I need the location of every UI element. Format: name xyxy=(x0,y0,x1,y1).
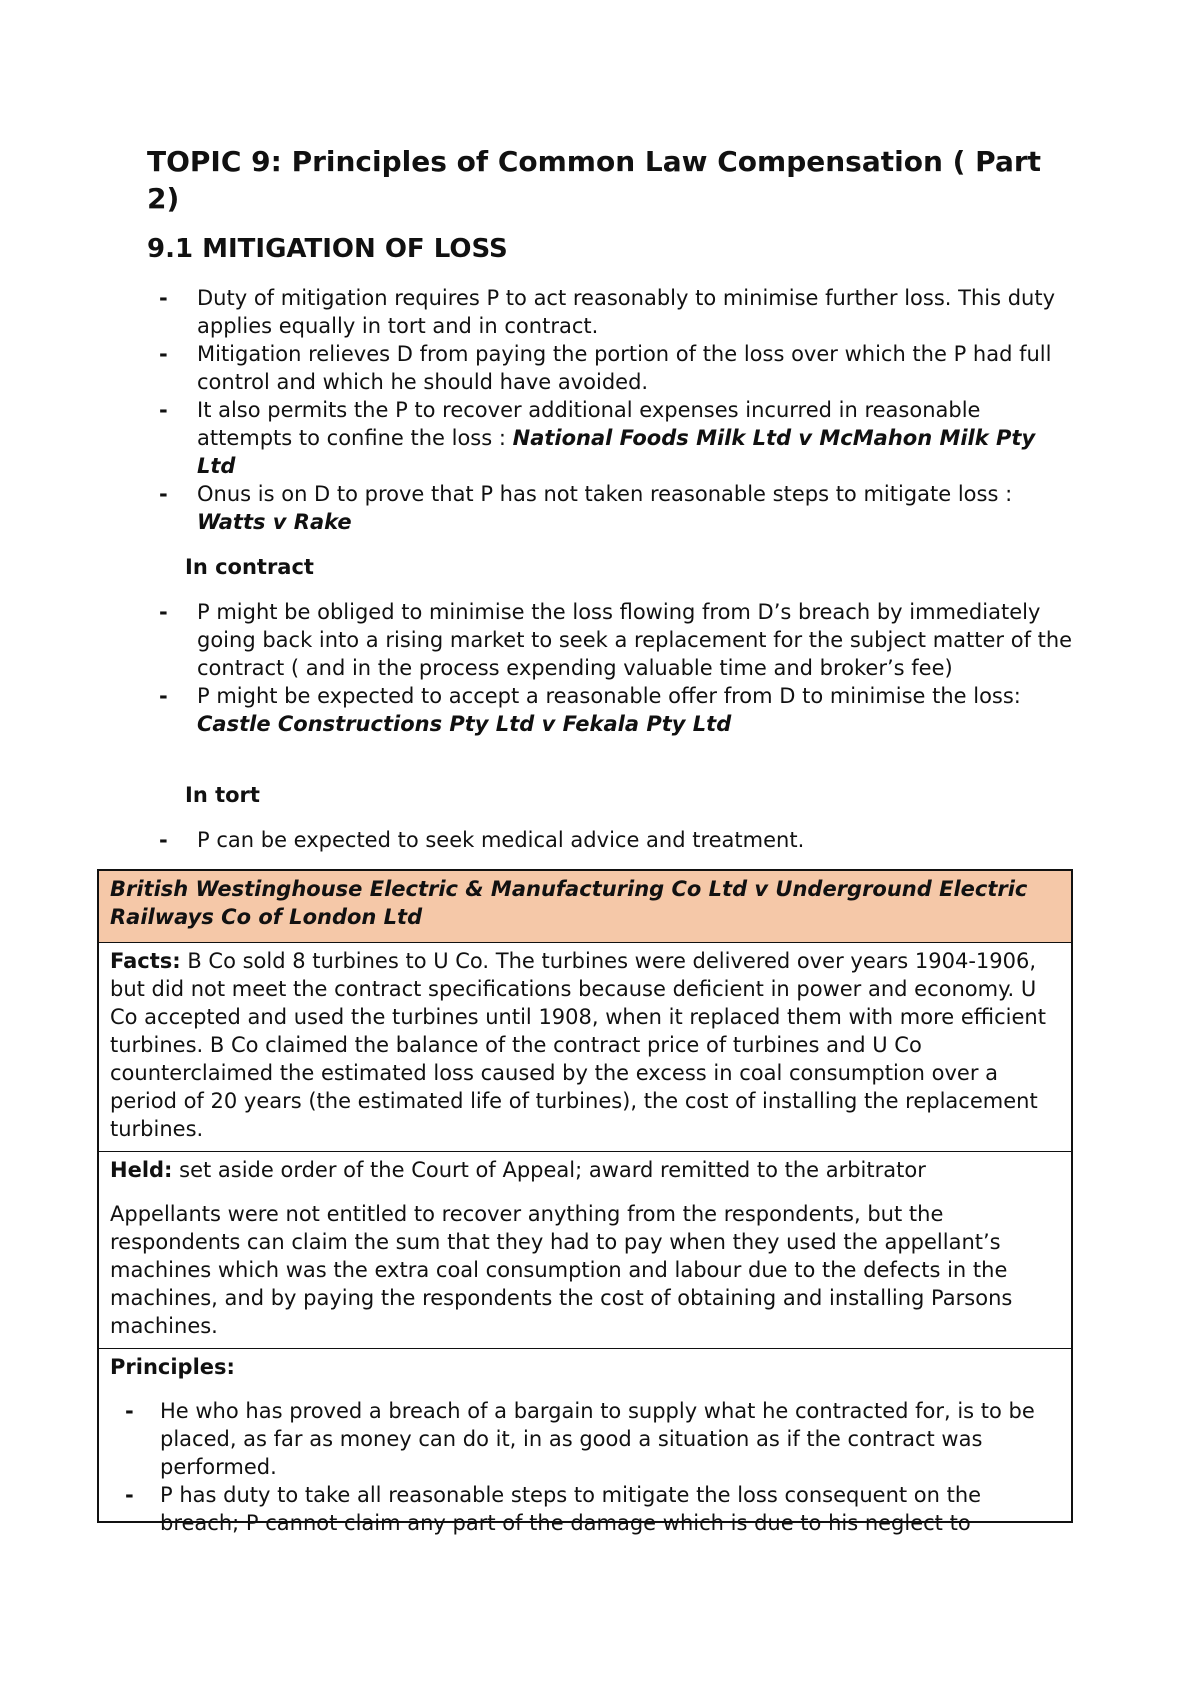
contract-points xyxy=(147,598,1077,738)
page-title: TOPIC 9: Principles of Common Law Compensation ( Part 2) xyxy=(147,145,1042,215)
dash-bullet: - xyxy=(159,482,168,506)
list-item: - P can be expected to seek medical advice and treatment. xyxy=(159,828,805,852)
held-detail: Appellants were not entitled to recover anything from the respondents, but the respondents can claim the sum that they had to pay when they used the appellant’s machines which was the extra coal consumption and labour due to the defects in the machines, and by paying the respondents the cost of obtaining and installing Parsons machines. xyxy=(110,1202,1013,1338)
facts-label: Facts: xyxy=(110,949,181,973)
held-cell xyxy=(99,1152,1071,1349)
dash-bullet: - xyxy=(125,1483,134,1507)
principles-cell xyxy=(99,1349,1071,1535)
principles-label: Principles: xyxy=(110,1355,235,1379)
case-name: British Westinghouse Electric & Manufacturing Co Ltd v Underground Electric Railways Co of London Ltd xyxy=(110,877,1028,929)
dash-bullet: - xyxy=(125,1399,134,1423)
dash-bullet: - xyxy=(159,828,168,852)
list-item: - Mitigation relieves D from paying the portion of the loss over which the P had full control and which he should have avoided. xyxy=(159,342,1052,394)
list-item: - P has duty to take all reasonable steps to mitigate the loss consequent on the breach; P cannot claim any part of the damage which is due to his neglect to xyxy=(125,1483,982,1535)
facts-cell xyxy=(99,943,1071,1152)
case-citation: National Foods Milk Ltd v McMahon Milk Pty Ltd xyxy=(197,426,1036,478)
tort-points xyxy=(147,826,1077,854)
principles-list xyxy=(110,1397,1061,1537)
held-label: Held: xyxy=(110,1158,173,1182)
facts-text: B Co sold 8 turbines to U Co. The turbines were delivered over years 1904-1906, but did not meet the contract specifications because deficient in power and economy. U Co accepted and used the turbines until 1908, when it replaced them with more efficient turbines. B Co claimed the balance of the contract price of turbines and U Co counterclaimed the estimated loss caused by the excess in coal consumption over a period of 20 years (the estimated life of turbines), the cost of installing the replacement turbines. xyxy=(110,949,1046,1141)
list-item: - He who has proved a breach of a bargain to supply what he contracted for, is to be placed, as far as money can do it, in as good a situation as if the contract was performed. xyxy=(125,1399,1035,1479)
dash-bullet: - xyxy=(159,600,168,624)
case-citation: Castle Constructions Pty Ltd v Fekala Pty Ltd xyxy=(197,712,732,736)
list-item: - P might be expected to accept a reasonable offer from D to minimise the loss: Castle Constructions Pty Ltd v Fekala Pty Ltd xyxy=(159,684,1021,736)
dash-bullet: - xyxy=(159,398,168,422)
section-heading: 9.1 MITIGATION OF LOSS xyxy=(147,234,508,264)
mitigation-points xyxy=(147,284,1077,536)
dash-bullet: - xyxy=(159,286,168,310)
subheading-contract: In contract xyxy=(185,555,314,579)
dash-bullet: - xyxy=(159,342,168,366)
held-text: set aside order of the Court of Appeal; award remitted to the arbitrator xyxy=(172,1158,926,1182)
list-item: - Onus is on D to prove that P has not taken reasonable steps to mitigate loss : Watts v Rake xyxy=(159,482,1013,534)
list-item: - It also permits the P to recover additional expenses incurred in reasonable attempts to confine the loss : National Foods Milk Ltd v McMahon Milk Pty Ltd xyxy=(159,398,1036,478)
list-item: - Duty of mitigation requires P to act reasonably to minimise further loss. This duty applies equally in tort and in contract. xyxy=(159,286,1056,338)
list-item: - P might be obliged to minimise the loss flowing from D’s breach by immediately going back into a rising market to seek a replacement for the subject matter of the contract ( and in the process expending valuable time and broker’s fee) xyxy=(159,600,1073,680)
case-name-cell xyxy=(99,871,1071,943)
case-table xyxy=(97,869,1073,1535)
dash-bullet: - xyxy=(159,684,168,708)
case-citation: Watts v Rake xyxy=(197,510,352,534)
subheading-tort: In tort xyxy=(185,783,260,807)
